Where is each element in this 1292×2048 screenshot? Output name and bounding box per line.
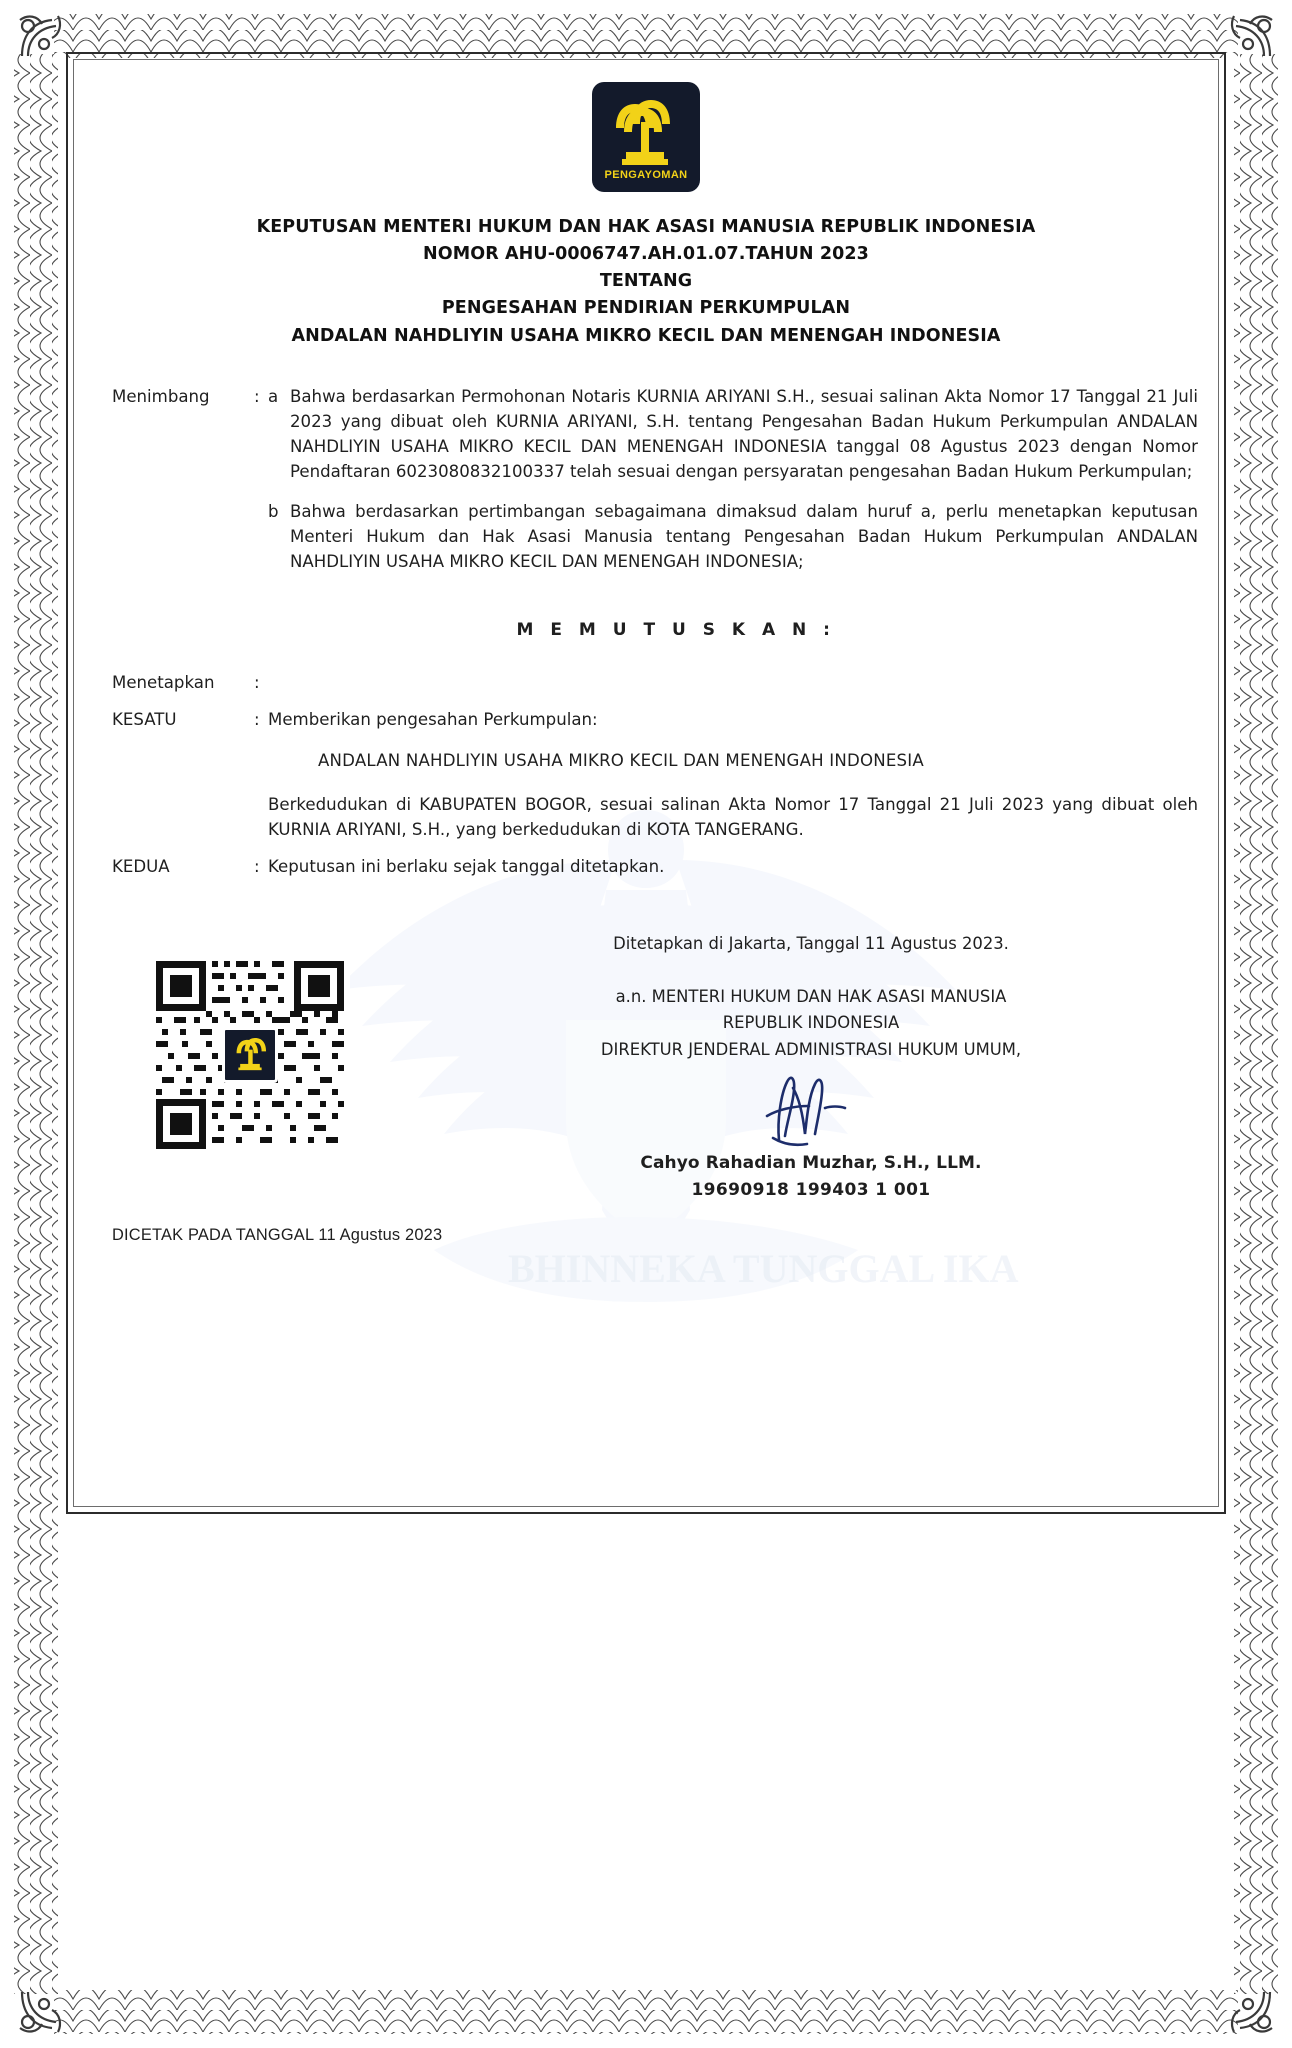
domicile-text: Berkedudukan di KABUPATEN BOGOR, sesuai salinan Akta Nomor 17 Tanggal 21 Juli 2023 yang dibuat oleh KURNIA ARIYANI, S.H., yang berkedudukan di KOTA TANGERANG. [268, 794, 1198, 839]
on-behalf-line-2: REPUBLIK INDONESIA [722, 1013, 900, 1033]
signer-name: Cahyo Rahadian Muzhar, S.H., LLM. [640, 1152, 982, 1173]
consideration-colon: : [254, 386, 260, 406]
title-line-5: ANDALAN NAHDLIYIN USAHA MIKRO KECIL DAN MENENGAH INDONESIA [291, 325, 1001, 346]
corner-flourish-icon [14, 10, 68, 64]
kesatu-text: Memberikan pengesahan Perkumpulan: [268, 710, 598, 730]
consideration-letter-a: a [268, 386, 279, 406]
signature-area [94, 931, 1198, 1204]
kesatu-label: KESATU [112, 710, 177, 730]
qr-center-logo [222, 1027, 278, 1083]
menetapkan-row [94, 670, 1198, 695]
menetapkan-colon: : [254, 672, 260, 692]
kedua-label: KEDUA [112, 857, 170, 877]
kedua-row [94, 854, 1198, 879]
consideration-label: Menimbang [112, 386, 210, 406]
corner-flourish-icon [1224, 1984, 1278, 2038]
consideration-text-a: Bahwa berdasarkan Permohonan Notaris KURNIA ARIYANI S.H., sesuai salinan Akta Nomor 17 Tanggal 21 Juli 2023 yang dibuat oleh KURNIA ARIYANI, S.H. tentang Pengesahan Badan Hukum Perkumpulan ANDALAN NAHDLIYIN USAHA MIKRO KECIL DAN MENENGAH INDONESIA tanggal 08 Agustus 2023 dengan Nomor Pendaftaran 6023080832100337 telah sesuai dengan persyaratan pengesahan Badan Hukum Perkumpulan; [290, 386, 1198, 482]
kedua-text: Keputusan ini berlaku sejak tanggal ditetapkan. [268, 857, 665, 877]
place-and-date: Ditetapkan di Jakarta, Tanggal 11 Agustus 2023. [613, 934, 1009, 954]
kesatu-row [94, 707, 1198, 842]
kedua-colon: : [254, 857, 260, 877]
emblem-motto: PENGAYOMAN [604, 169, 688, 181]
title-line-2: NOMOR AHU-0006747.AH.01.07.TAHUN 2023 [423, 244, 869, 265]
kemenkumham-logo [592, 82, 700, 192]
decides-heading: M E M U T U S K A N : [516, 620, 836, 641]
signer-position: DIREKTUR JENDERAL ADMINISTRASI HUKUM UMUM, [600, 1040, 1022, 1060]
signature-column [424, 931, 1198, 1204]
entity-name: ANDALAN NAHDLIYIN USAHA MIKRO KECIL DAN MENENGAH INDONESIA [318, 751, 924, 771]
document-content [66, 52, 1226, 1514]
menetapkan-label: Menetapkan [112, 672, 215, 692]
handwritten-signature [434, 1064, 1188, 1150]
page-title [94, 214, 1198, 350]
consideration-letter-b: b [268, 501, 279, 521]
corner-flourish-icon [1224, 10, 1278, 64]
corner-flourish-icon [14, 1984, 68, 2038]
document-body [94, 384, 1198, 1248]
title-line-3: TENTANG [599, 271, 693, 292]
verification-qr-code[interactable] [150, 955, 350, 1155]
qr-column [94, 931, 424, 1155]
kesatu-text-block [268, 707, 1198, 842]
title-line-4: PENGESAHAN PENDIRIAN PERKUMPULAN [441, 298, 851, 319]
consideration-text-b: Bahwa berdasarkan pertimbangan sebagaimana dimaksud dalam huruf a, perlu menetapkan keputusan Menteri Hukum dan Hak Asasi Manusia tentang Pengesahan Badan Hukum Perkumpulan ANDALAN NAHDLIYIN USAHA MIKRO KECIL DAN MENENGAH INDONESIA; [290, 501, 1198, 571]
consideration-row-a [94, 384, 1198, 485]
signer-nip: 19690918 199403 1 001 [691, 1180, 931, 1201]
consideration-row-b [94, 499, 1198, 575]
svg-text:BHINNEKA TUNGGAL IKA: BHINNEKA TUNGGAL IKA [508, 1246, 1019, 1291]
emblem-container [94, 82, 1198, 192]
on-behalf-line-1: a.n. MENTERI HUKUM DAN HAK ASASI MANUSIA [615, 986, 1007, 1006]
title-line-1: KEPUTUSAN MENTERI HUKUM DAN HAK ASASI MANUSIA REPUBLIK INDONESIA [256, 217, 1036, 237]
kesatu-colon: : [254, 710, 260, 730]
printed-note: DICETAK PADA TANGGAL 11 Agustus 2023 [112, 1225, 443, 1244]
